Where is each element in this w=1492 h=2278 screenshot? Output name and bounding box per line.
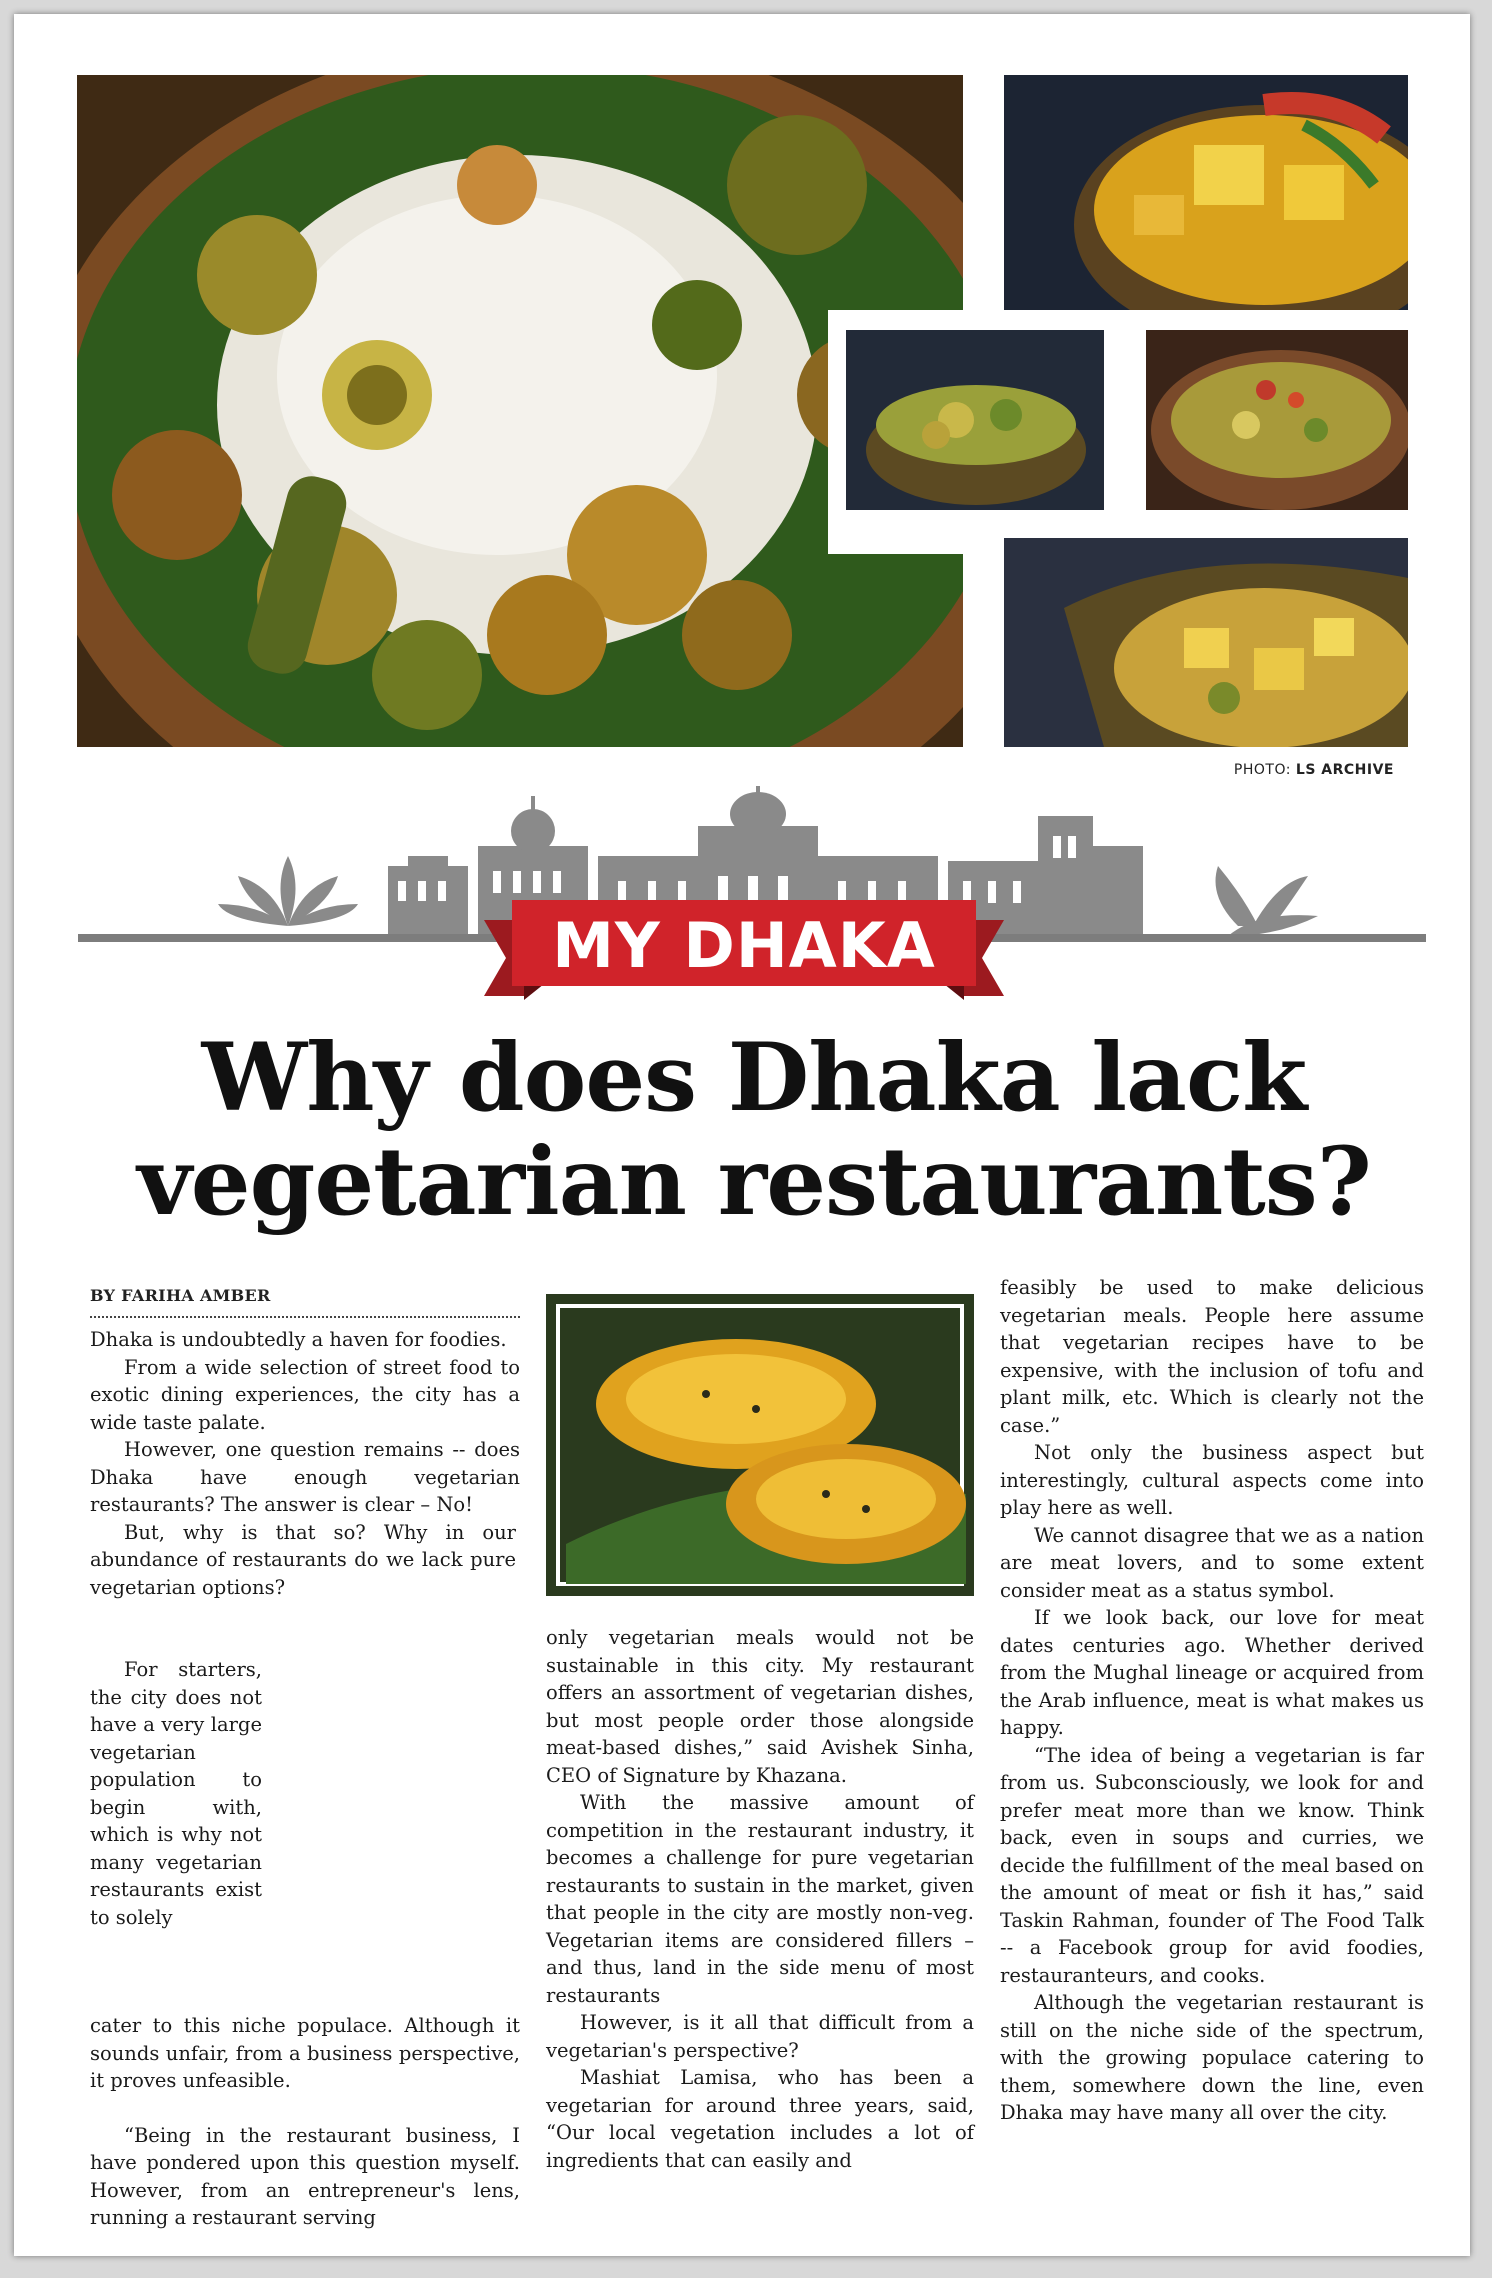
headline-line-1: Why does Dhaka lack xyxy=(201,1023,1307,1133)
vegetable-curry-photo xyxy=(1146,330,1408,510)
paragraph: However, is it all that difficult from a vegetarian's perspective? xyxy=(546,2011,974,2062)
byline: BY FARIHA AMBER xyxy=(90,1286,271,1305)
article-column-3 xyxy=(1000,1274,1424,2127)
article-column-1-continued xyxy=(90,2012,520,2232)
paragraph: Mashiat Lamisa, who has been a vegetarian for around three years, said, “Our local vegetation includes a lot of ingredients that can easily and xyxy=(546,2066,974,2172)
curry-bowl-photo xyxy=(1004,75,1408,319)
paragraph: With the massive amount of competition in the restaurant industry, it becomes a challenge for pure vegetarian restaurants to sustain in the market, given that people in the city are mostly non-veg. Vegetarian items are considered fillers – and thus, land in the side menu of most restaurants xyxy=(546,1791,974,2007)
paragraph: feasibly be used to make delicious vegetarian meals. People here assume that vegetarian recipes have to be expensive, with the inclusion of tofu and plant milk, etc. Which is clearly not the case.” xyxy=(1000,1276,1424,1437)
paragraph: If we look back, our love for meat dates centuries ago. Whether derived from the Mughal lineage or acquired from the Arab influence, meat is what makes us happy. xyxy=(1000,1606,1424,1739)
paragraph: “Being in the restaurant business, I have pondered upon this question myself. However, from an entrepreneur's lens, running a restaurant serving xyxy=(90,2123,520,2229)
article-column-2 xyxy=(546,1624,974,2174)
article-column-1 xyxy=(90,1326,520,1601)
potato-dish-photo xyxy=(1004,538,1408,747)
paragraph: From a wide selection of street food to exotic dining experiences, the city has a wide taste palate. xyxy=(90,1355,520,1434)
paragraph: “The idea of being a vegetarian is far from us. Subconsciously, we look for and prefer meat more than we know. Think back, even in soups and curries, we decide the fulfillment of the meal based on the amount of meat or fish it has,” said Taskin Rahman, founder of The Food Talk -- a Facebook group for avid foodies, restauranteurs, and cooks. xyxy=(1000,1743,1424,1987)
paragraph: However, one question remains -- does Dhaka have enough vegetarian restaurants? The answer is clear – No! xyxy=(90,1438,520,1516)
headline xyxy=(74,1023,1434,1237)
photo-credit: PHOTO: LS ARCHIVE xyxy=(1233,762,1394,778)
paragraph: cater to this niche populace. Although it sounds unfair, from a business perspective, it proves unfeasible. xyxy=(90,2014,520,2092)
paragraph: But, why is that so? Why in our abundance of restaurants do we lack pure vegetarian options? xyxy=(90,1520,516,1599)
section-label: MY DHAKA xyxy=(552,909,936,982)
newspaper-page xyxy=(14,14,1470,2256)
paragraph: We cannot disagree that we as a nation are meat lovers, and to some extent consider meat as a status symbol. xyxy=(1000,1523,1424,1602)
paragraph: only vegetarian meals would not be sustainable in this city. My restaurant offers an assortment of vegetarian dishes, but most people order those alongside meat-based dishes,” said Avishek Sinha, CEO of Signature by Khazana. xyxy=(546,1626,974,1787)
byline-rule xyxy=(90,1316,520,1318)
paragraph: For starters, the city does not have a very large vegetarian population to begin with, which is why not many vegetarian restaurants exist to solely xyxy=(90,1658,262,1929)
paragraph: Not only the business aspect but interestingly, cultural aspects come into play here as well. xyxy=(1000,1441,1424,1519)
paragraph: Dhaka is undoubtedly a haven for foodies. xyxy=(90,1328,507,1351)
vegetable-bowl-photo xyxy=(846,330,1104,510)
fried-vegetable-photo xyxy=(546,1294,974,1596)
headline-line-2: vegetarian restaurants? xyxy=(137,1127,1371,1237)
article-column-1-narrow xyxy=(90,1656,262,1931)
paragraph: Although the vegetarian restaurant is still on the niche side of the spectrum, with the growing populace catering to them, somewhere down the line, even Dhaka may have many all over the city. xyxy=(1000,1991,1424,2124)
